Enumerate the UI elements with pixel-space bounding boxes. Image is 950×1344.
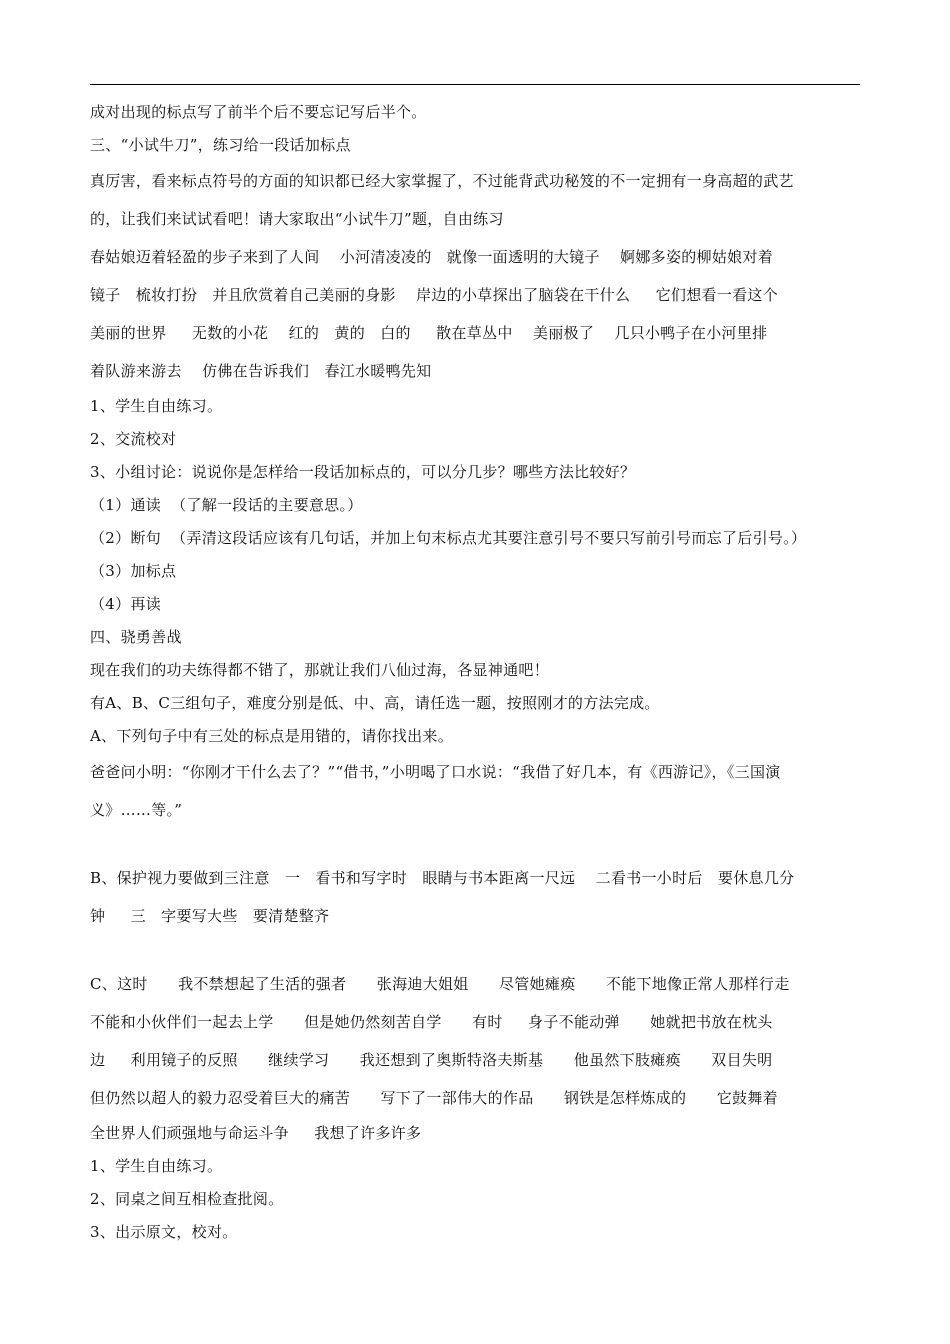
text-line: 3、出示原文，校对。 [90,1223,238,1241]
text-line: 有A、B、C三组句子，难度分别是低、中、高，请任选一题，按照刚才的方法完成。 [90,694,660,712]
text-line: A、下列句子中有三处的标点是用错的，请你找出来。 [90,727,454,745]
document-body [90,96,862,1249]
exercise-line: 镜子 梳妆打扮 并且欣赏着自己美丽的身影 岸边的小草探出了脑袋在干什么 它们想看一看这个 [90,286,779,304]
text-line: （3）加标点 [90,562,177,580]
section-heading: 三、“小试牛刀”，练习给一段话加标点 [90,136,351,154]
text-line: 成对出现的标点写了前半个后不要忘记写后半个。 [90,103,427,121]
exercise-line: 但仍然以超人的毅力忍受着巨大的痛苦 写下了一部伟大的作品 钢铁是怎样炼成的 它鼓舞着 [90,1089,778,1107]
section-heading: 四、骁勇善战 [90,628,182,646]
text-line: 的，让我们来试试看吧！请大家取出“小试牛刀”题，自由练习 [90,210,504,228]
text-line: （4）再读 [90,595,162,613]
text-line: 真厉害，看来标点符号的方面的知识都已经大家掌握了，不过能背武功秘笈的不一定拥有一身高超的武艺 [90,172,794,190]
text-line: 2、交流校对 [90,430,177,448]
exercise-line: C、这时 我不禁想起了生活的强者 张海迪大姐姐 尽管她瘫痪 不能下地像正常人那样行走 [90,975,790,993]
exercise-line: 钟 三 字要写大些 要清楚整齐 [90,907,330,925]
text-line: （2）断句 （弄清这段话应该有几句话，并加上句末标点尤其要注意引号不要只写前引号而忘了后引号。） [90,529,807,547]
text-line: 义》……等。” [90,801,183,819]
exercise-line: 着队游来游去 仿佛在告诉我们 春江水暖鸭先知 [90,362,432,380]
text-line: 爸爸问小明：“你刚才干什么去了？”“借书，”小明喝了口水说：“我借了好几本，有《西游记》，《三国演 [90,763,781,781]
text-line: 1、学生自由练习。 [90,1157,223,1175]
exercise-line: 美丽的世界 无数的小花 红的 黄的 白的 散在草丛中 美丽极了 几只小鸭子在小河里排 [90,324,768,342]
text-line: 2、同桌之间互相检查批阅。 [90,1190,284,1208]
exercise-line: 不能和小伙伴们一起去上学 但是她仍然刻苦自学 有时 身子不能动弹 她就把书放在枕头 [90,1013,773,1031]
text-line: （1）通读 （了解一段话的主要意思。） [90,496,363,514]
text-line: 现在我们的功夫练得都不错了，那就让我们八仙过海，各显神通吧！ [90,661,550,679]
text-line: 1、学生自由练习。 [90,397,223,415]
header-rule [90,84,860,85]
exercise-line: B、保护视力要做到三注意 一 看书和写字时 眼睛与书本距离一尺远 二看书一小时后 要休息几分 [90,869,795,887]
text-line: 3、小组讨论：说说你是怎样给一段话加标点的，可以分几步？哪些方法比较好？ [90,463,636,481]
exercise-line: 边 利用镜子的反照 继续学习 我还想到了奥斯特洛夫斯基 他虽然下肢瘫痪 双目失明 [90,1051,773,1069]
exercise-line: 全世界人们顽强地与命运斗争 我想了许多许多 [90,1124,422,1142]
exercise-line: 春姑娘迈着轻盈的步子来到了人间 小河清凌凌的 就像一面透明的大镜子 婀娜多姿的柳姑娘对着 [90,248,774,266]
